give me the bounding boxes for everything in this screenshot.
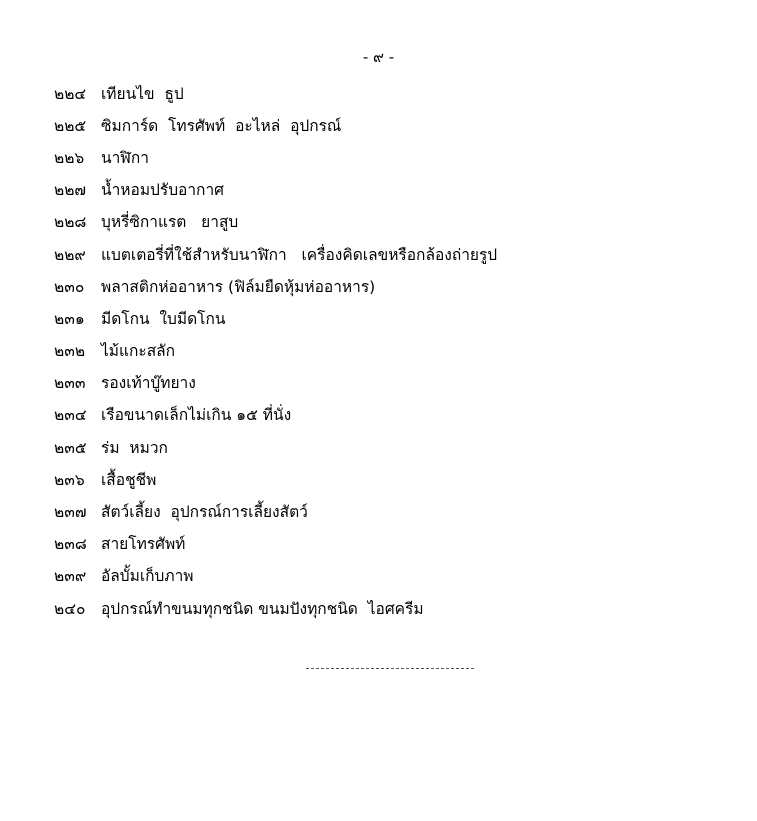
item-text: นาฬิกา xyxy=(101,148,149,167)
list-item xyxy=(54,495,757,527)
item-list xyxy=(54,77,757,624)
list-item xyxy=(54,560,757,592)
list-item xyxy=(54,302,757,334)
item-number: ๒๓๙ xyxy=(54,567,87,586)
item-text: เรือขนาดเล็กไม่เกิน ๑๕ ที่นั่ง xyxy=(101,406,292,425)
item-text: เทียนไข ธูป xyxy=(101,84,184,103)
item-text: น้ำหอมปรับอากาศ xyxy=(101,181,224,200)
item-text: รองเท้าบู๊ทยาง xyxy=(101,374,196,393)
item-number: ๒๒๔ xyxy=(54,84,87,103)
item-number: ๒๒๙ xyxy=(54,245,86,264)
list-item xyxy=(54,109,757,141)
page-number: - ๙ - xyxy=(362,48,395,66)
item-text: บุหรี่ซิกาแรต ยาสูบ xyxy=(101,213,239,232)
item-text: สายโทรศัพท์ xyxy=(101,535,186,554)
list-item xyxy=(54,592,757,624)
item-number: ๒๓๐ xyxy=(54,277,85,296)
item-number: ๒๓๕ xyxy=(54,438,87,457)
item-number: ๒๓๑ xyxy=(54,309,85,328)
list-item xyxy=(54,335,757,367)
list-item xyxy=(54,528,757,560)
item-number: ๒๓๓ xyxy=(54,374,86,393)
list-item xyxy=(54,206,757,238)
item-number: ๒๓๔ xyxy=(54,406,87,425)
item-text: ร่ม หมวก xyxy=(101,438,168,457)
item-number: ๒๒๗ xyxy=(54,181,87,200)
list-item xyxy=(54,431,757,463)
item-text: อุปกรณ์ทำขนมทุกชนิด ขนมปังทุกชนิด ไอศครีม xyxy=(101,599,424,618)
item-text: ไม้แกะสลัก xyxy=(101,342,176,361)
item-number: ๒๒๕ xyxy=(54,116,87,135)
end-divider xyxy=(306,668,474,669)
list-item xyxy=(54,367,757,399)
item-text: สัตว์เลี้ยง อุปกรณ์การเลี้ยงสัตว์ xyxy=(101,503,308,522)
list-item xyxy=(54,141,757,173)
item-number: ๒๒๘ xyxy=(54,213,87,232)
item-text: เสื้อชูชีพ xyxy=(101,470,157,489)
item-number: ๒๔๐ xyxy=(54,599,86,618)
item-text: พลาสติกห่ออาหาร (ฟิล์มยืดหุ้มห่ออาหาร) xyxy=(101,277,376,296)
item-text: แบตเตอรี่ที่ใช้สำหรับนาฬิกา เครื่องคิดเลขหรือกล้องถ่ายรูป xyxy=(101,245,498,264)
item-text: ซิมการ์ด โทรศัพท์ อะไหล่ อุปกรณ์ xyxy=(101,116,342,135)
list-item xyxy=(54,174,757,206)
list-item xyxy=(54,238,757,270)
item-text: มีดโกน ใบมีดโกน xyxy=(101,309,226,328)
list-item xyxy=(54,77,757,109)
list-item xyxy=(54,270,757,302)
item-number: ๒๓๖ xyxy=(54,470,85,489)
item-number: ๒๓๗ xyxy=(54,503,87,522)
item-number: ๒๓๒ xyxy=(54,342,86,361)
list-item xyxy=(54,463,757,495)
list-item xyxy=(54,399,757,431)
item-text: อัลบั้มเก็บภาพ xyxy=(101,567,194,586)
item-number: ๒๒๖ xyxy=(54,148,85,167)
item-number: ๒๓๘ xyxy=(54,535,87,554)
